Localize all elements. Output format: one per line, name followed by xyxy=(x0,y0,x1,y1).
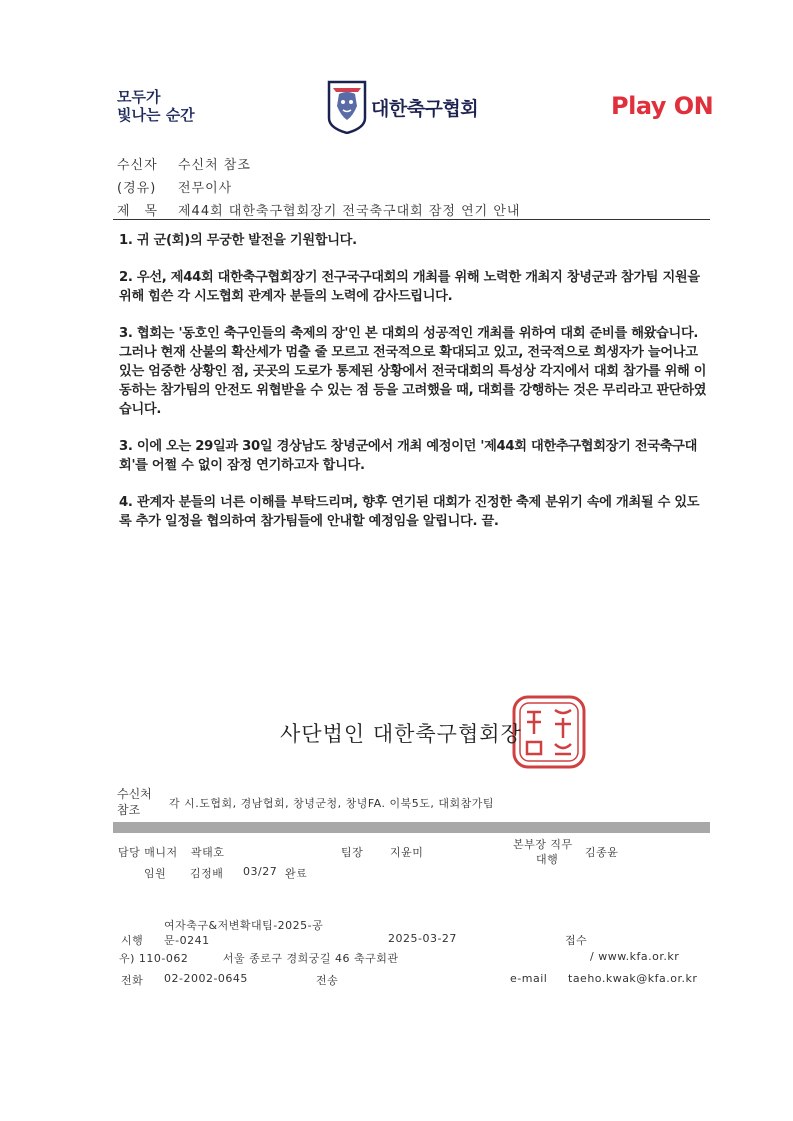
doc-number-line-2: 문-0241 xyxy=(164,934,210,947)
receipt-label: 접수 xyxy=(565,934,588,947)
fax-label: 전송 xyxy=(316,974,339,987)
executive-label: 임원 xyxy=(144,867,167,880)
director-sub-label: 대행 xyxy=(536,853,559,866)
paragraph-3: 3. 협회는 '동호인 축구인들의 축제의 장'인 본 대회의 성공적인 개최를 위하여 대회 준비를 해왔습니다. 그러나 현재 산불의 확산세가 멈출 줄 모르고 전국적으로 확대되고 있고, 전국적으로 희생자가 늘어나고 있는 엄중한 상황인 점, 곳곳의 도로가 통제된 상황에서 전국대회의 특성상 각지에서 대회 참가를 위해 이동하는 참가팀의 안전도 위협받을 수 있는 점 등을 고려했을 때, 대회를 강행하는 것은 무리라고 판단하였습니다. xyxy=(119,326,707,417)
address: 우) 110-062 서울 종로구 경희궁길 46 축구회관 xyxy=(119,952,399,965)
distribution-label-line-2: 참조 xyxy=(117,803,141,817)
staff-name: 곽태호 xyxy=(191,846,225,859)
executive-name: 김정배 xyxy=(190,867,224,880)
executive-status: 완료 xyxy=(285,867,308,880)
phone-label: 전화 xyxy=(121,974,144,987)
subject-label: 제 목 xyxy=(117,204,159,219)
distribution-list: 각 시.도협회, 경남협회, 창녕군청, 창녕FA. 이북5도, 대회참가팀 xyxy=(169,797,495,810)
staff-label: 담당 매니저 xyxy=(118,846,178,859)
doc-number-line-1: 여자축구&저변확대팀-2025-공 xyxy=(164,919,324,932)
recipient-row xyxy=(117,154,677,174)
slogan-line-1: 모두가 xyxy=(117,88,161,106)
slogan-logo xyxy=(117,88,195,124)
kfa-tiger-emblem-icon xyxy=(327,80,367,134)
enforce-date: 2025-03-27 xyxy=(388,932,457,945)
paragraph-4: 3. 이에 오는 29일과 30일 경상남도 창녕군에서 개최 예정이던 '제44회 대한추구협회장기 전국축구대회'를 어쩔 수 없이 잠정 연기하고자 합니다. xyxy=(119,439,698,473)
director-label: 본부장 직무 xyxy=(513,838,573,851)
paragraph-5: 4. 관계자 분들의 너른 이해를 부탁드리며, 향후 연기된 대회가 진정한 축제 분위기 속에 개최될 수 있도록 추가 일정을 협의하여 참가팀들에 안내할 예정임을 알립니다. 끝. xyxy=(119,495,700,529)
website-link[interactable]: / www.kfa.or.kr xyxy=(590,950,680,963)
email-address[interactable]: taeho.kwak@kfa.or.kr xyxy=(568,972,698,985)
issuer-name: 사단법인 대한축구협회장 xyxy=(280,722,522,746)
via-row xyxy=(117,177,677,197)
recipient-label: 수신자 xyxy=(117,158,158,173)
paragraph-1: 1. 귀 군(회)의 무궁한 발전을 기원합니다. xyxy=(119,233,357,248)
distribution-label-line-1: 수신처 xyxy=(117,787,152,801)
via-value: 전무이사 xyxy=(178,181,233,196)
director-name: 김종윤 xyxy=(585,846,619,859)
official-seal-icon xyxy=(511,694,587,770)
enforce-label: 시행 xyxy=(121,934,144,947)
org-logo-text: 대한축구협회 xyxy=(371,98,479,120)
team-leader-name: 지윤미 xyxy=(390,846,424,859)
letter-body xyxy=(119,231,709,549)
distribution-label xyxy=(117,786,152,818)
approval-divider-bar xyxy=(113,822,710,833)
subject-divider xyxy=(113,219,710,220)
executive-date: 03/27 xyxy=(243,865,278,878)
subject-value: 제44회 대한축구협회장기 전국축구대회 잠정 연기 안내 xyxy=(178,204,521,219)
play-on-logo: Play ON xyxy=(611,92,714,120)
paragraph-2: 2. 우선, 제44회 대한축구협회장기 전구국구대회의 개최를 위해 노력한 개최지 창녕군과 참가팀 지원을 위해 힘쓴 각 시도협회 관계자 분들의 노력에 감사드립니다. xyxy=(119,270,700,304)
recipient-value: 수신처 참조 xyxy=(178,158,251,173)
phone-number: 02-2002-0645 xyxy=(164,972,248,985)
subject-row xyxy=(117,200,697,220)
via-label: (경유) xyxy=(117,181,157,196)
slogan-line-2: 빛나는 순간 xyxy=(117,106,195,124)
email-label: e-mail xyxy=(510,972,548,985)
team-leader-label: 팀장 xyxy=(341,846,364,859)
